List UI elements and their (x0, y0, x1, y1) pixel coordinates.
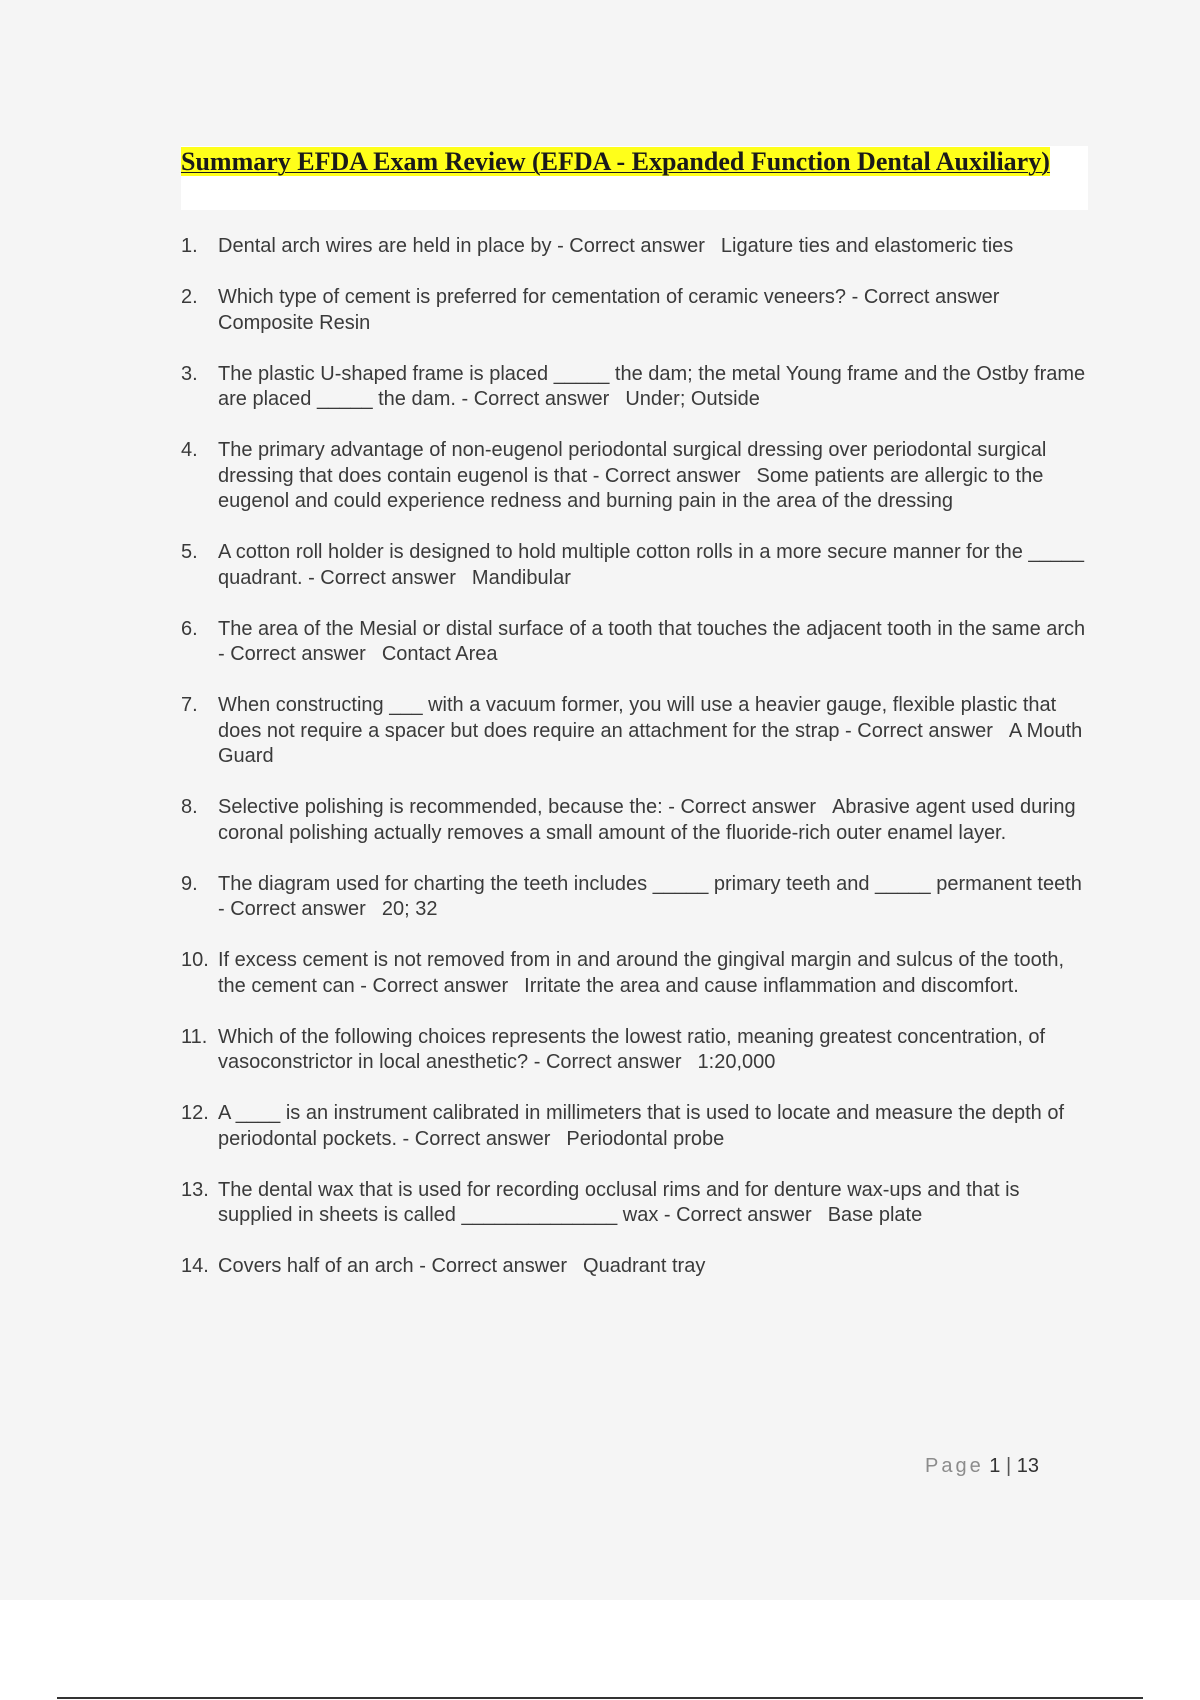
correct-answer-label: Correct answer (414, 1127, 551, 1150)
correct-answer-label: Correct answer (604, 464, 741, 487)
question-text: The dental wax that is used for recording occlusal rims and for denture wax-ups and that is supplied in sheets is called ______________ wax - (218, 1178, 1020, 1226)
correct-answer-label: Correct answer (676, 1204, 812, 1226)
correct-answer-label: Correct answer (372, 974, 509, 997)
list-item (181, 948, 1086, 999)
question-text: Which type of cement is preferred for cementation of ceramic veneers? - (218, 286, 859, 308)
current-page: 1 (989, 1455, 1001, 1477)
question-text: A ____ is an instrument calibrated in millimeters that is used to locate and measure the depth of periodontal pockets. - (218, 1102, 1065, 1150)
question-text: The plastic U-shaped frame is placed _____ the dam; the metal Young frame and the Ostby frame are placed _____ the dam. - (218, 362, 1086, 410)
item-number: 3. (181, 362, 198, 385)
item-number: 1. (181, 235, 198, 257)
list-item (181, 795, 1086, 846)
question-text: A cotton roll holder is designed to hold multiple cotton rolls in a more secure manner for the _____ quadrant. - (218, 541, 1085, 589)
question-text: The area of the Mesial or distal surface of a tooth that touches the adjacent tooth in the same arch - (218, 617, 1086, 665)
list-item (181, 872, 1086, 923)
answer-text: Under; Outside (625, 388, 760, 410)
document-title (181, 146, 1081, 178)
answer-text: Mandibular (471, 566, 571, 589)
correct-answer-label: Correct answer (569, 235, 705, 257)
list-item (181, 1025, 1086, 1076)
list-item (181, 234, 1086, 260)
list-item (181, 438, 1086, 515)
answer-text: Base plate (827, 1204, 923, 1226)
item-number: 12. (181, 1102, 209, 1124)
item-number: 2. (181, 286, 198, 308)
answer-text: Ligature ties and elastomeric ties (720, 235, 1014, 257)
question-text: The diagram used for charting the teeth includes _____ primary teeth and _____ permanent teeth - (218, 872, 1082, 920)
question-text: Covers half of an arch - (218, 1255, 426, 1277)
list-item (181, 1178, 1086, 1229)
question-list (181, 234, 1086, 1305)
item-number: 14. (181, 1255, 209, 1277)
question-text: Selective polishing is recommended, because the: - (218, 796, 675, 818)
answer-text: 1:20,000 (697, 1051, 776, 1073)
correct-answer-label: Correct answer (473, 388, 610, 410)
answer-text: A Mouth Guard (218, 719, 1083, 767)
item-number: 9. (181, 872, 198, 895)
item-number: 7. (181, 694, 198, 716)
item-number: 13. (181, 1178, 209, 1201)
list-item (181, 362, 1086, 413)
answer-text: Some patients are allergic to the eugenol and could experience redness and burning pain in the area of the dressing (218, 464, 1044, 512)
correct-answer-label: Correct answer (431, 1255, 568, 1277)
correct-answer-label: Correct answer (680, 796, 817, 818)
list-item (181, 1254, 1086, 1280)
total-pages: 13 (1016, 1455, 1039, 1477)
question-text: Which of the following choices represents the lowest ratio, meaning greatest concentration, of vasoconstrictor in local anesthetic? - (218, 1025, 1046, 1073)
list-item (181, 617, 1086, 668)
question-text: Dental arch wires are held in place by - (218, 235, 564, 257)
title-block (181, 146, 1088, 210)
question-text: When constructing ___ with a vacuum former, you will use a heavier gauge, flexible plastic that does not require a spacer but does require an attachment for the strap - (218, 694, 1057, 742)
page-separator: | (1005, 1455, 1012, 1477)
page-number (925, 1453, 1039, 1479)
item-number: 11. (181, 1025, 208, 1048)
correct-answer-label: Correct answer (320, 566, 456, 589)
answer-text: Abrasive agent used during coronal polishing actually removes a small amount of the fluoride-rich outer enamel layer. (218, 796, 1076, 844)
item-number: 6. (181, 617, 198, 640)
correct-answer-label: Correct answer (857, 719, 993, 742)
page-word: Page (925, 1455, 984, 1477)
item-number: 4. (181, 439, 198, 461)
answer-text: Quadrant tray (583, 1255, 706, 1277)
answer-text: Composite Resin (218, 311, 371, 334)
item-number: 8. (181, 796, 198, 818)
correct-answer-label: Correct answer (545, 1051, 682, 1073)
list-item (181, 693, 1086, 770)
answer-text: Periodontal probe (566, 1127, 725, 1150)
question-text: The primary advantage of non-eugenol periodontal surgical dressing over periodontal surgical dressing that does contain eugenol is that - (218, 439, 1047, 487)
list-item (181, 540, 1086, 591)
answer-text: Irritate the area and cause inflammation and discomfort. (524, 974, 1019, 997)
item-number: 10. (181, 949, 209, 971)
correct-answer-label: Correct answer (863, 286, 1000, 308)
answer-text: Contact Area (381, 643, 498, 665)
question-text: If excess cement is not removed from in and around the gingival margin and sulcus of the tooth, the cement can - (218, 949, 1065, 997)
answer-text: 20; 32 (381, 898, 438, 920)
bottom-rule (57, 1697, 1143, 1699)
list-item (181, 285, 1086, 336)
correct-answer-label: Correct answer (230, 898, 366, 920)
item-number: 5. (181, 541, 198, 563)
document-title-text: Summary EFDA Exam Review (EFDA - Expanded Function Dental Auxiliary) (181, 147, 1050, 176)
list-item (181, 1101, 1086, 1152)
correct-answer-label: Correct answer (230, 643, 366, 665)
